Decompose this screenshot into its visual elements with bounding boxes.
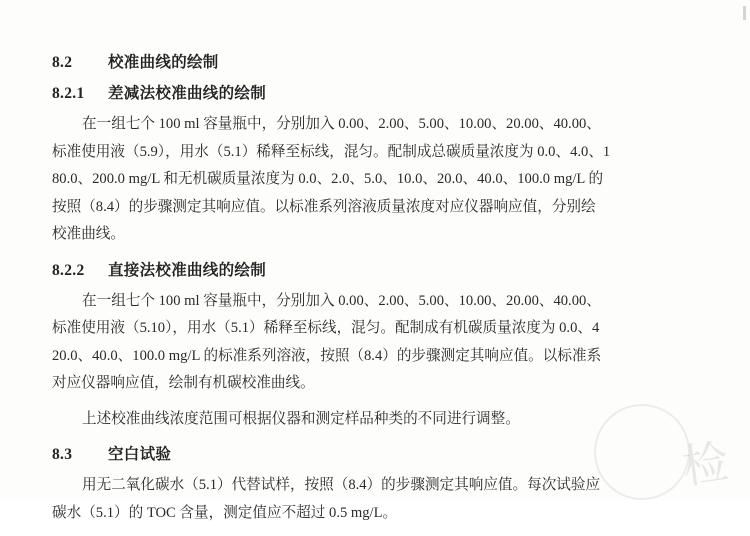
section-heading-8-3 — [52, 442, 750, 464]
paragraph-block-8-2-1 — [52, 112, 750, 248]
paragraph-line: 对应仪器响应值，绘制有机碳校准曲线。 — [52, 375, 315, 391]
document-content — [52, 50, 750, 536]
subsection-number: 8.2.1 — [52, 85, 85, 102]
paragraph-block-note — [52, 407, 750, 433]
paragraph-line: 标准使用液（5.10），用水（5.1）稀释至标线，混匀。配制成有机碳质量浓度为 0.0、4 — [52, 320, 600, 336]
paragraph-line: 在一组七个 100 ml 容量瓶中，分别加入 0.00、2.00、5.00、10.00、20.00、40.00、 — [82, 292, 601, 309]
subsection-number: 8.2.2 — [52, 261, 85, 279]
section-title: 校准曲线的绘制 — [108, 54, 219, 71]
paragraph-line: 用无二氧化碳水（5.1）代替试样，按照（8.4）的步骤测定其响应值。每次试验应 — [82, 477, 601, 493]
section-heading-8-2 — [52, 50, 750, 72]
subsection-title: 差减法校准曲线的绘制 — [108, 85, 267, 102]
scan-edge-artifact — [743, 6, 746, 20]
paragraph-line: 20.0、40.0、100.0 mg/L 的标准系列溶液，按照（8.4）的步骤测定其响应值。以标准系 — [52, 347, 602, 364]
paragraph-block-8-2-2 — [52, 289, 750, 397]
paragraph-line: 80.0、200.0 mg/L 和无机碳质量浓度为 0.0、2.0、5.0、10.0、20.0、40.0、100.0 mg/L 的 — [52, 171, 604, 187]
paragraph-line: 碳水（5.1）的 TOC 含量，测定值应不超过 0.5 mg/L。 — [52, 504, 398, 521]
section-title: 空白试验 — [108, 446, 172, 463]
section-number: 8.3 — [52, 446, 73, 463]
section-number: 8.2 — [52, 54, 73, 71]
section-heading-8-2-2 — [52, 258, 750, 280]
paragraph-line: 在一组七个 100 ml 容量瓶中，分别加入 0.00、2.00、5.00、10.00、20.00、40.00、 — [82, 116, 601, 132]
paragraph-line: 校准曲线。 — [52, 226, 125, 242]
watermark-stamp: 检 — [679, 435, 736, 494]
subsection-title: 直接法校准曲线的绘制 — [108, 261, 267, 279]
paragraph-line: 按照（8.4）的步骤测定其响应值。以标准系列溶液质量浓度对应仪器响应值，分别绘 — [52, 198, 596, 215]
paragraph-line: 标准使用液（5.9），用水（5.1）稀释至标线，混匀。配制成总碳质量浓度为 0.0、4.0、1 — [52, 143, 611, 160]
paragraph-line: 上述校准曲线浓度范围可根据仪器和测定样品种类的不同进行调整。 — [82, 410, 520, 427]
section-heading-8-2-1 — [52, 81, 750, 103]
